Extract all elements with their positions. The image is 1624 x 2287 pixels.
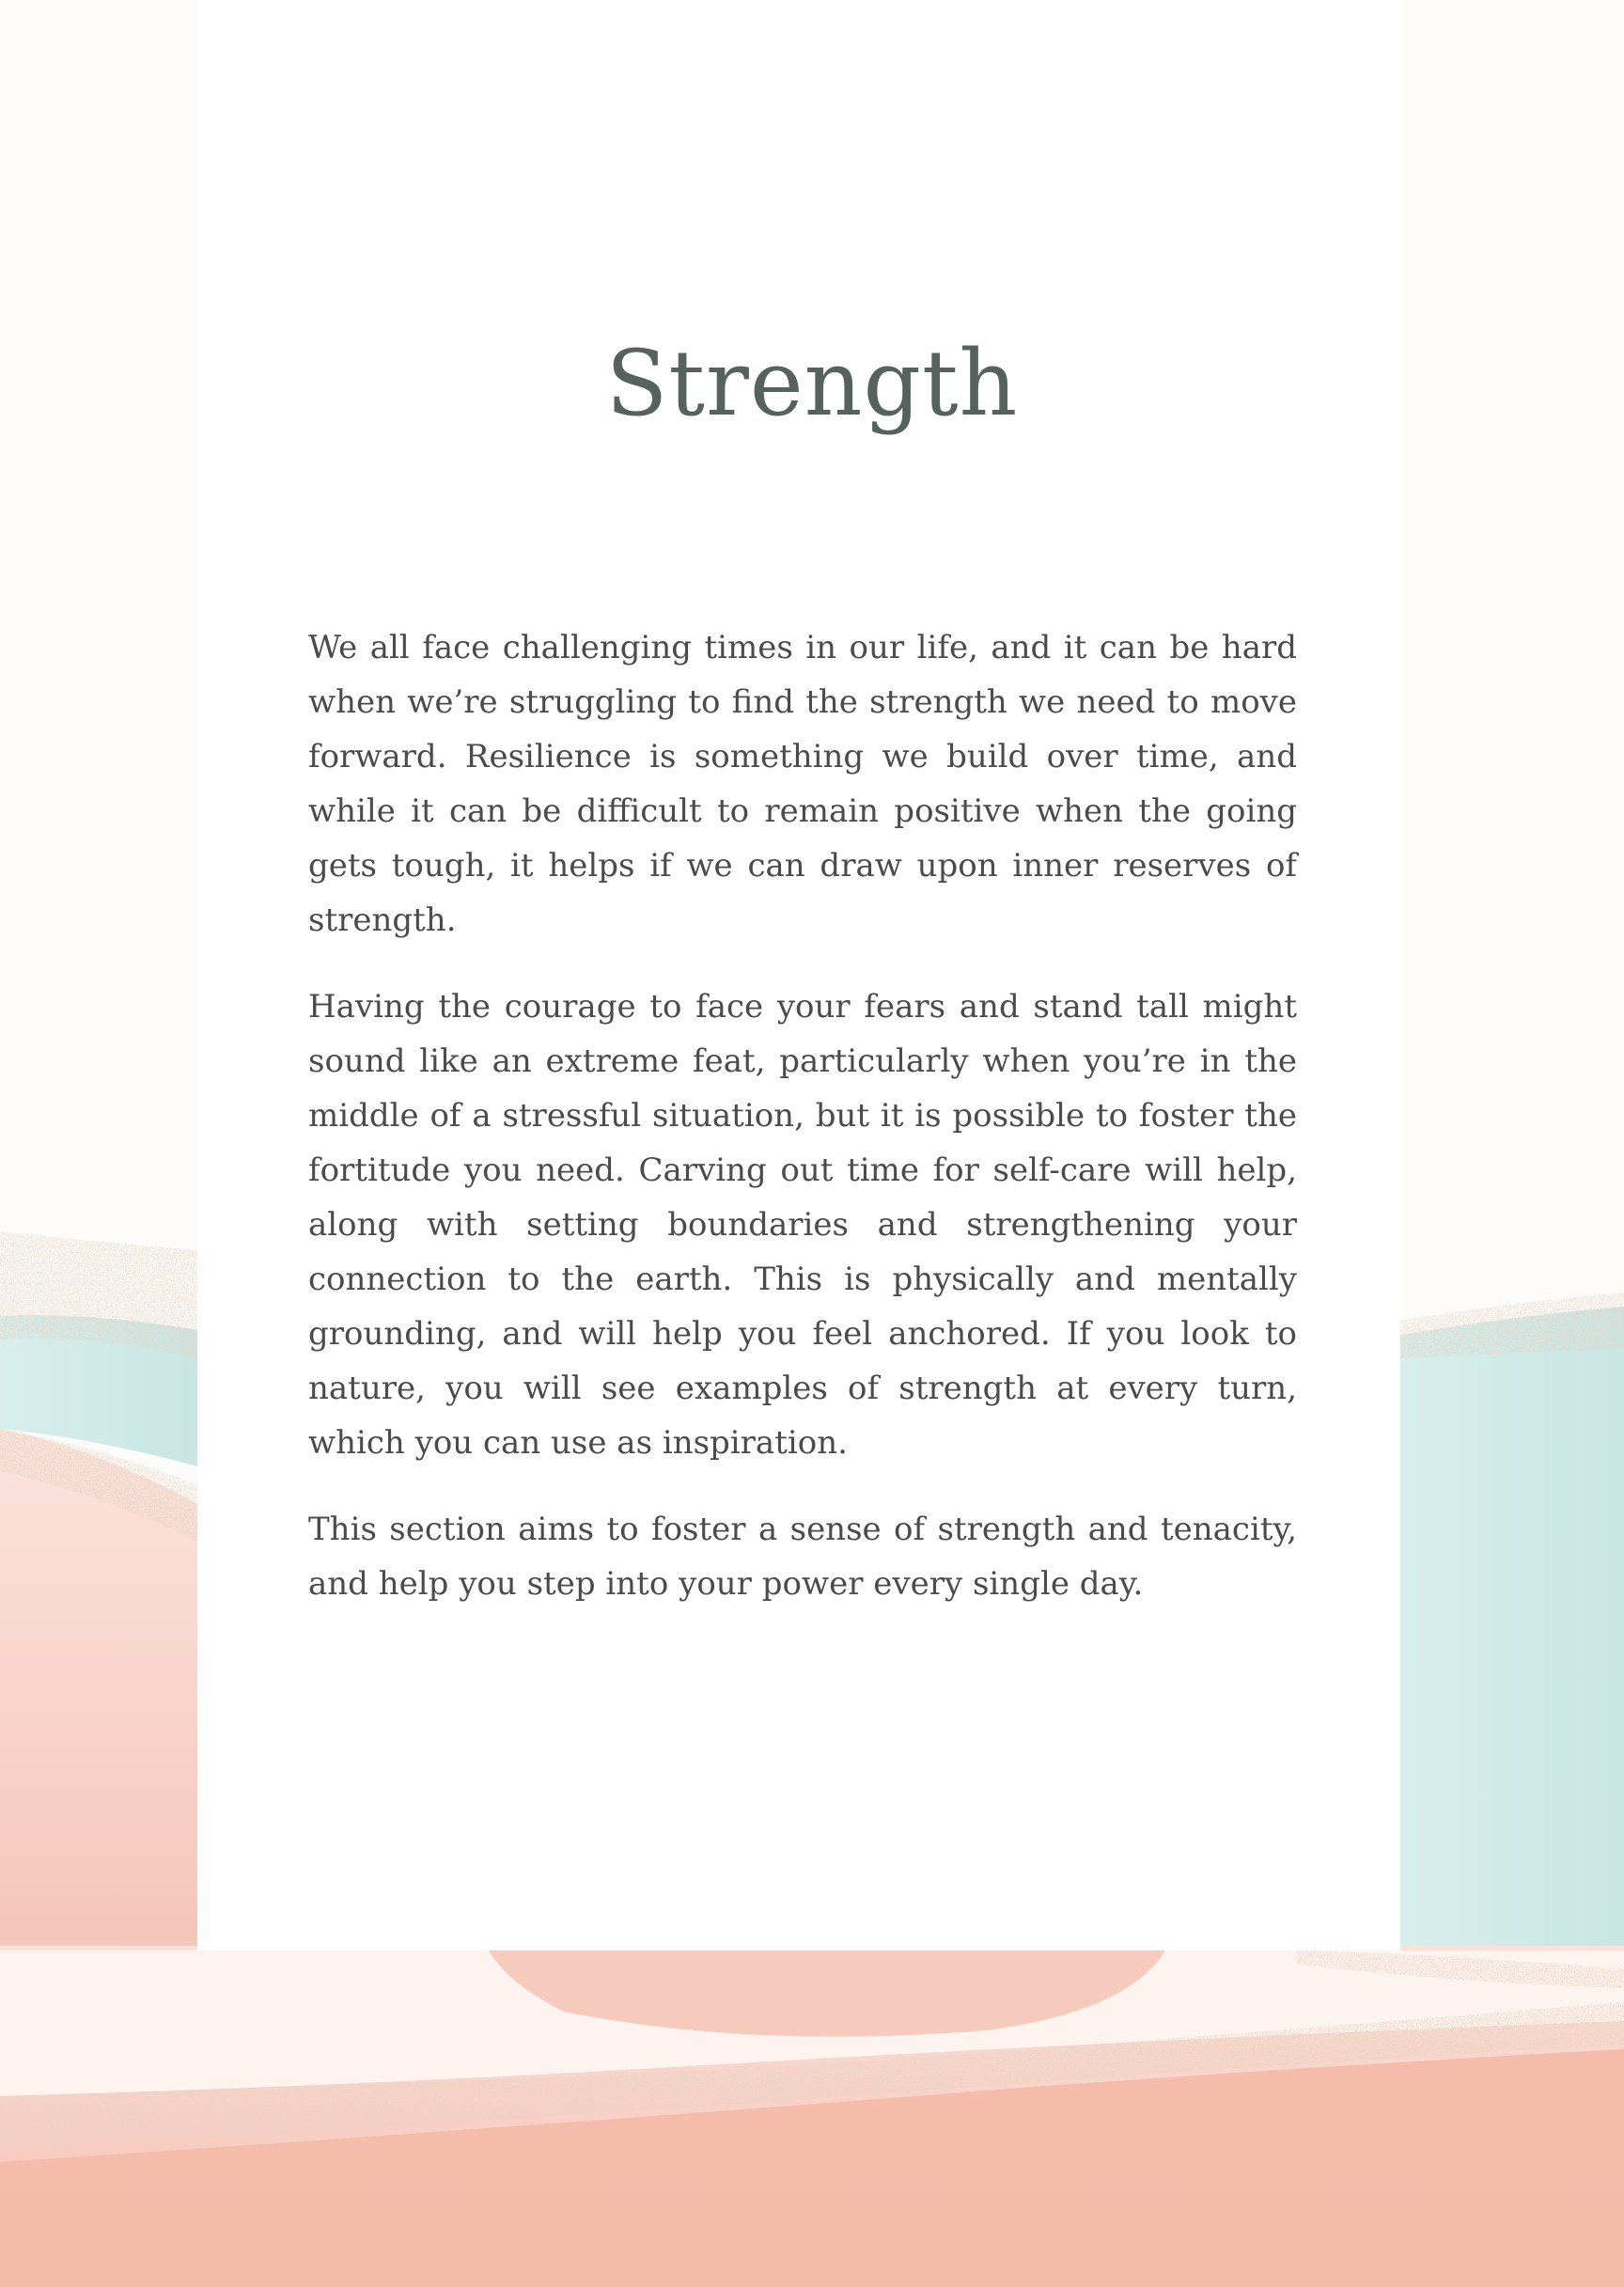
paragraph: This section aims to foster a sense of strength and tenacity, and help you step into your power every single day.: [308, 1511, 1297, 1603]
body-text: [308, 620, 1297, 1643]
right-glitter: [1400, 1292, 1624, 1358]
page-title: Strength: [605, 331, 1019, 436]
paragraph: We all face challenging times in our life, and it can be hard when we’re struggling to find the strength we need to move forward. Resilience is something we build over time, and while it can be difficult to remain positive when the going gets tough, it helps if we can draw upon inner reserves of strength.: [308, 629, 1297, 939]
paragraph: Having the courage to face your fears and stand tall might sound like an extreme feat, particularly when you’re in the middle of a stressful situation, but it is possible to foster the fortitude you need. Carving out time for self-care will help, along with setting boundaries and strengthening your connection to the earth. This is physically and mentally grounding, and will help you feel anchored. If you look to nature, you will see examples of strength at every turn, which you can use as inspiration.: [308, 988, 1297, 1462]
right-mint-wash: [1400, 1307, 1624, 1950]
